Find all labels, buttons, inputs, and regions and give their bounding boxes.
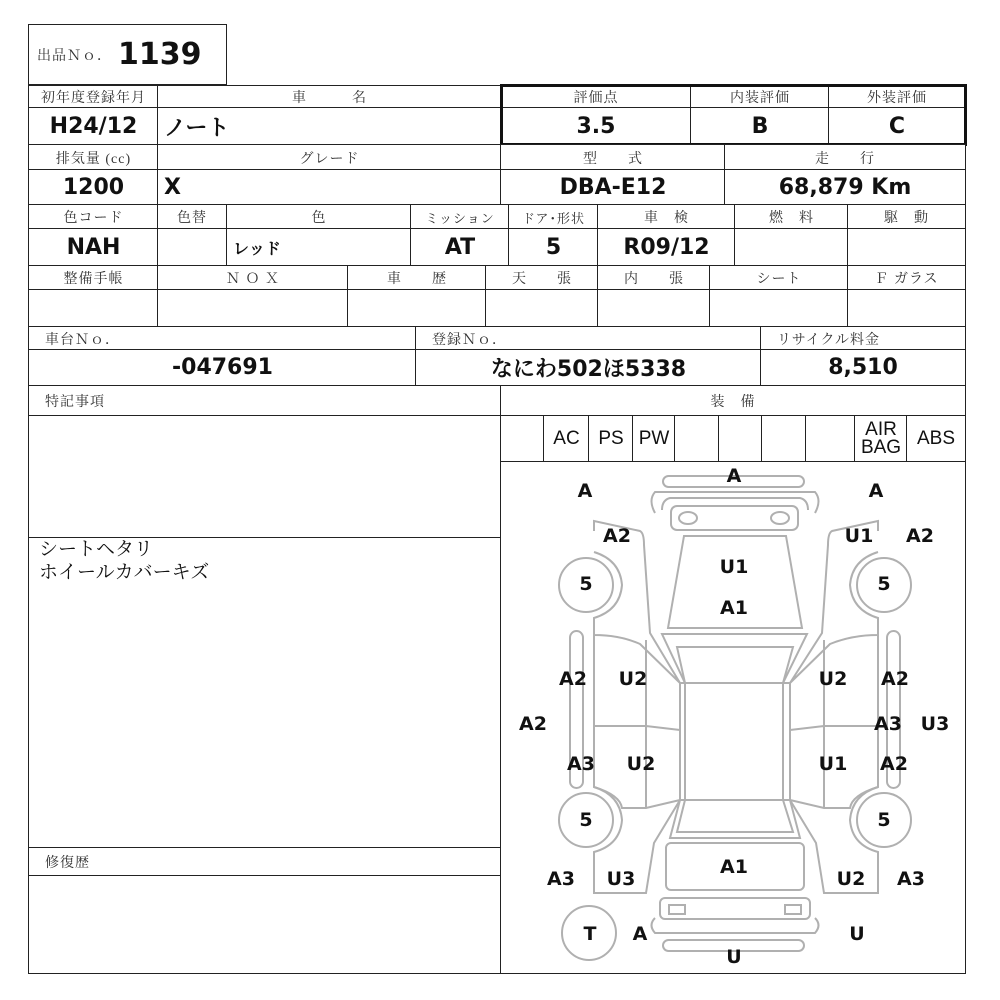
rear-plate-area — [660, 898, 810, 919]
damage-label: U — [849, 923, 865, 945]
remarks-line-2: ホイールカバーキズ — [39, 561, 210, 583]
damage-label: A — [577, 480, 593, 502]
damage-label: A1 — [720, 856, 748, 878]
recycle-label: リサイクル料金 — [760, 326, 966, 351]
damage-label: U2 — [618, 668, 648, 690]
remarks-label: 特記事項 — [28, 385, 502, 417]
damage-label: U1 — [719, 556, 749, 578]
damage-label: U — [726, 946, 742, 968]
exterior-score-value: C — [828, 107, 966, 145]
doors-label: ドア･形状 — [508, 204, 599, 230]
history-label: 車 歴 — [347, 265, 487, 291]
equipment-ps: PS — [588, 415, 634, 463]
displacement-value: 1200 — [28, 169, 159, 205]
mileage-value: 68,879 Km — [724, 169, 966, 205]
equipment-airbag: AIR BAG — [854, 415, 908, 463]
headlight-right — [771, 512, 789, 524]
interior-score-label: 内装評価 — [690, 85, 830, 109]
exterior-score-label: 外装評価 — [828, 85, 966, 109]
car-name-label: 車 名 — [157, 85, 502, 109]
damage-label: A1 — [720, 597, 748, 619]
color-code-label: 色コード — [28, 204, 159, 230]
nox-label: Ｎ Ｏ Ｘ — [157, 265, 349, 291]
tire-front-right-value: 5 — [877, 573, 891, 595]
damage-label: A — [632, 923, 648, 945]
damage-label: U1 — [818, 753, 848, 775]
headliner-label: 天 張 — [485, 265, 599, 291]
roof-outer — [680, 683, 790, 800]
interior-score-value: B — [690, 107, 830, 145]
damage-label: U3 — [606, 868, 636, 890]
tire-rear-right-value: 5 — [877, 809, 891, 831]
roof-inner — [685, 683, 783, 800]
damage-label: A3 — [567, 753, 595, 775]
model-label: 型 式 — [500, 144, 726, 171]
inspection-label: 車 検 — [597, 204, 736, 230]
damage-label: A2 — [603, 525, 631, 547]
damage-label: A2 — [519, 713, 547, 735]
registration-label: 登録Ｎｏ． — [415, 326, 762, 351]
equipment-ac: AC — [543, 415, 590, 463]
fuel-label: 燃 料 — [734, 204, 849, 230]
damage-label: A3 — [547, 868, 575, 890]
damage-label: A — [868, 480, 884, 502]
windshield-label: Ｆ ガラス — [847, 265, 966, 291]
doors-value: 5 — [508, 228, 599, 266]
registration-value: なにわ502ほ5338 — [415, 349, 762, 386]
damage-label: U1 — [844, 525, 874, 547]
damage-label: U3 — [920, 713, 950, 735]
recycle-value: 8,510 — [760, 349, 966, 386]
equipment-label: 装 備 — [500, 385, 966, 417]
chassis-label: 車台Ｎｏ． — [28, 326, 417, 351]
windshield-inner — [677, 647, 793, 683]
transmission-value: AT — [410, 228, 510, 266]
front-bumper — [652, 492, 819, 513]
damage-label: A2 — [880, 753, 908, 775]
first-reg-value: H24/12 — [28, 107, 159, 145]
mileage-label: 走 行 — [724, 144, 966, 171]
first-reg-label: 初年度登録年月 — [28, 85, 159, 109]
color-code-value: NAH — [28, 228, 159, 266]
damage-label: A3 — [897, 868, 925, 890]
inspection-value: R09/12 — [597, 228, 736, 266]
drive-label: 駆 動 — [847, 204, 966, 230]
repair-history-label: 修復歴 — [28, 847, 502, 877]
color-change-label: 色替 — [157, 204, 227, 230]
rear-bumper — [652, 918, 819, 933]
damage-label: U2 — [818, 668, 848, 690]
taillight-right — [785, 905, 801, 914]
rear-window-inner — [677, 800, 793, 832]
interior-trim-label: 内 張 — [597, 265, 711, 291]
seat-label: シート — [709, 265, 849, 291]
color-label: 色 — [226, 204, 412, 230]
damage-label: A2 — [559, 668, 587, 690]
equipment-pw: PW — [632, 415, 676, 463]
tire-front-left-value: 5 — [579, 573, 593, 595]
displacement-label: 排気量 (cc) — [28, 144, 159, 171]
headlight-left — [679, 512, 697, 524]
score-value: 3.5 — [500, 107, 692, 145]
tire-rear-left-value: 5 — [579, 809, 593, 831]
damage-label: A2 — [906, 525, 934, 547]
damage-label: A2 — [881, 668, 909, 690]
damage-label: A3 — [874, 713, 902, 735]
listing-number: 1139 — [118, 37, 202, 72]
model-value: DBA-E12 — [500, 169, 726, 205]
spare-tire-value: T — [583, 923, 597, 945]
equipment-abs: ABS — [906, 415, 966, 463]
damage-label: U2 — [626, 753, 656, 775]
taillight-left — [669, 905, 685, 914]
damage-label: U2 — [836, 868, 866, 890]
front-grille — [671, 506, 798, 530]
service-book-label: 整備手帳 — [28, 265, 159, 291]
car-name-value: ノート — [157, 107, 502, 145]
chassis-value: -047691 — [28, 349, 417, 386]
score-label: 評価点 — [500, 85, 692, 109]
listing-number-label: 出品Ｎｏ． — [37, 48, 112, 64]
remarks-line-1: シートヘタリ — [39, 538, 154, 560]
grade-label: グレード — [157, 144, 502, 171]
color-value: レッド — [226, 228, 412, 266]
transmission-label: ミッション — [410, 204, 510, 230]
grade-value: X — [157, 169, 502, 205]
damage-label: A — [726, 465, 742, 487]
